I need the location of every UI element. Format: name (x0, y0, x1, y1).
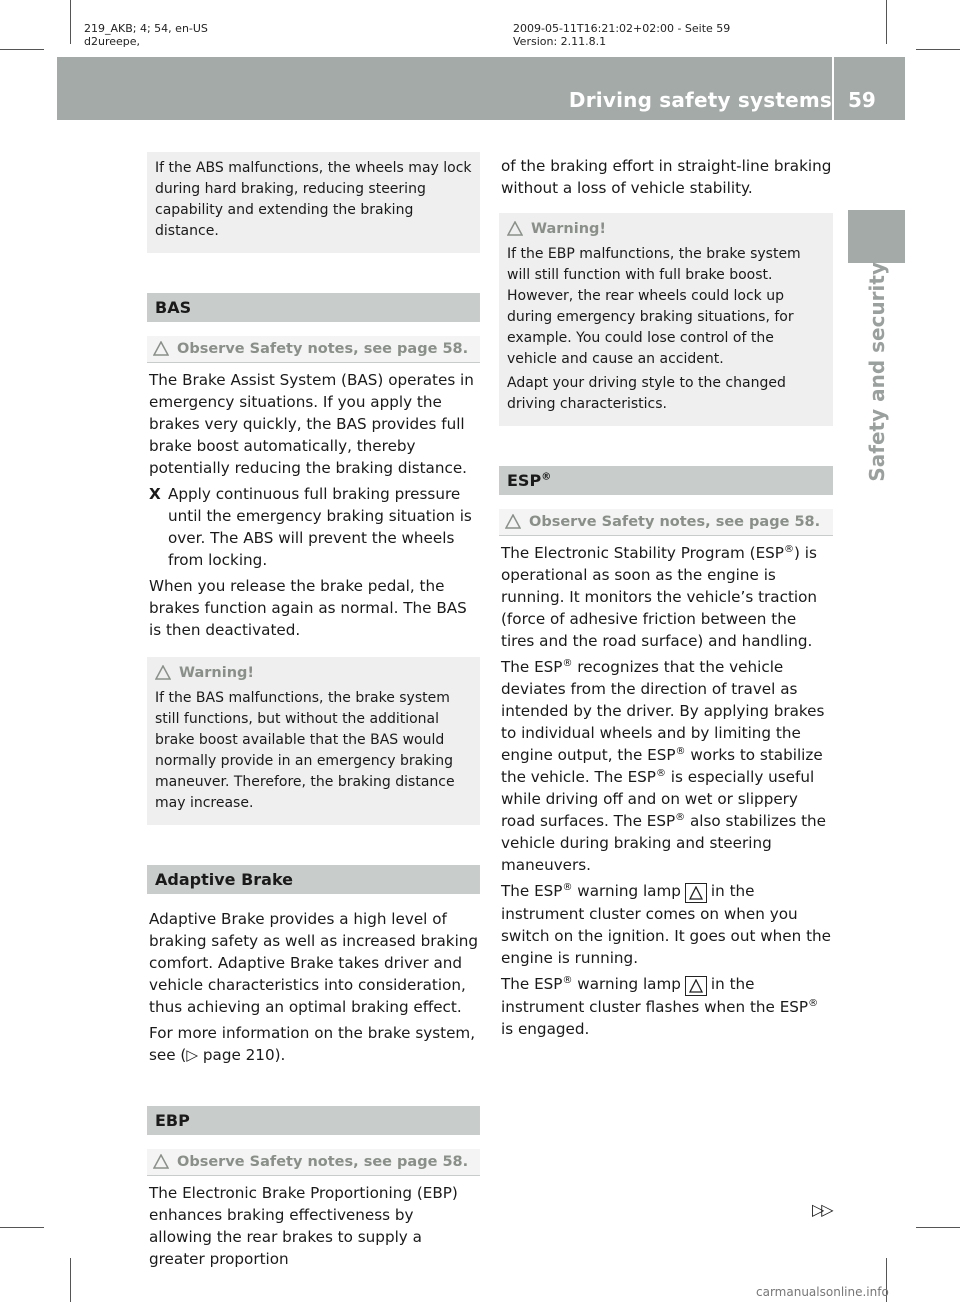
warning-triangle-icon (153, 338, 177, 360)
bas-paragraph: When you release the brake pedal, the brakes function again as normal. The BAS is then deactivated. (149, 577, 467, 639)
crop-mark (886, 0, 887, 44)
ebp-paragraph: The Electronic Brake Proportioning (EBP) enhances braking effectiveness by allowing the rear brakes to supply a greater proportion (149, 1184, 458, 1268)
abs-note-text: If the ABS malfunctions, the wheels may lock during hard braking, reducing steering capability and extending the braking distance. (155, 160, 472, 239)
adaptive-reference: For more information on the brake system, see (▷ page 210). (149, 1024, 476, 1064)
observe-safety-note: Observe Safety notes, see page 58. (147, 336, 480, 363)
observe-safety-note: Observe Safety notes, see page 58. (499, 509, 833, 536)
esp-warning-lamp-icon (685, 976, 707, 996)
warning-text: If the BAS malfunctions, the brake system still functions, but without the additional brake boost available that the BAS would normally provide in an emergency braking maneuver. Therefore, the braking distance may increase. (155, 690, 455, 811)
esp-paragraph: The ESP® recognizes that the vehicle deviates from the direction of travel as intended by the driver. By applying brakes to individual wheels and by limiting the engine output, the ESP® works to stabilize the vehicle. The ESP® is especially useful while driving off and on wet or slippery road surfaces. The ESP® also stabilizes the vehicle during braking and steering maneuvers. (501, 657, 826, 874)
warning-title: Warning! (179, 665, 255, 681)
bas-warning-box (147, 657, 480, 825)
continued-arrow-icon: ▷▷ (812, 1200, 831, 1219)
observe-safety-note: Observe Safety notes, see page 58. (147, 1149, 480, 1176)
esp-paragraph: The ESP® warning lamp in the instrument cluster flashes when the ESP® is engaged. (501, 974, 819, 1038)
meta-version: Version: 2.11.8.1 (513, 35, 607, 48)
right-column (501, 155, 833, 1044)
ebp-warning-box (499, 213, 833, 426)
warning-triangle-icon (507, 219, 531, 240)
esp-paragraph: The Electronic Stability Program (ESP®) is operational as soon as the engine is running. It monitors the vehicle’s traction (force of adhesive friction between the tires and the road surface) and handling. (501, 543, 818, 650)
instruction-mark: X (149, 485, 161, 503)
bas-paragraph: The Brake Assist System (BAS) operates in emergency situations. If you apply the brakes very quickly, the BAS provides full brake boost automatically, thereby potentially reducing the braking distance. (149, 371, 474, 477)
section-heading-bas: BAS (147, 293, 480, 322)
print-meta-right (513, 22, 730, 48)
left-column (149, 152, 480, 1274)
warning-triangle-icon (153, 1151, 177, 1173)
print-meta-left (84, 22, 208, 48)
chapter-title: Driving safety systems (568, 88, 832, 112)
warning-text: Adapt your driving style to the changed driving characteristics. (507, 375, 786, 412)
page-reference-arrow-icon: ▷ (186, 1046, 199, 1064)
page-number: 59 (848, 88, 876, 112)
warning-triangle-icon (505, 511, 529, 533)
header-divider (832, 57, 834, 120)
section-side-label: Safety and security (864, 262, 889, 482)
ebp-paragraph-continued: of the braking effort in straight-line braking without a loss of vehicle stability. (501, 157, 832, 197)
section-heading-ebp: EBP (147, 1106, 480, 1135)
bas-instruction: X Apply continuous full braking pressure until the emergency braking situation is over. The ABS will prevent the wheels from locking. (149, 485, 472, 569)
crop-mark (70, 0, 71, 44)
warning-text: If the EBP malfunctions, the brake system will still function with full brake boost. However, the rear wheels could lock up during emergency braking situations, for example. You could lose control of the vehicle and cause an accident. (507, 246, 801, 367)
esp-paragraph: The ESP® warning lamp in the instrument cluster comes on when you switch on the ignition. It goes out when the engine is running. (501, 881, 832, 967)
crop-mark (0, 49, 44, 50)
section-tab (848, 210, 905, 263)
section-heading-esp: ESP® (499, 466, 833, 495)
warning-triangle-icon (155, 663, 179, 684)
esp-warning-lamp-icon (685, 883, 707, 903)
meta-timestamp: 2009-05-11T16:21:02+02:00 - Seite 59 (513, 22, 731, 35)
crop-mark (70, 1258, 71, 1302)
crop-mark (0, 1227, 44, 1228)
abs-note-box (147, 152, 480, 253)
warning-title: Warning! (531, 221, 607, 237)
meta-author: d2ureepe, (84, 35, 141, 48)
watermark: carmanualsonline.info (756, 1285, 889, 1299)
crop-mark (916, 1227, 960, 1228)
adaptive-paragraph: Adaptive Brake provides a high level of braking safety as well as increased braking comfort. Adaptive Brake takes driver and vehicle characteristics into consideration, thus achieving an optimal braking effect. (149, 910, 479, 1016)
meta-doc-id: 219_AKB; 4; 54, en-US (84, 22, 208, 35)
crop-mark (916, 49, 960, 50)
section-heading-adaptive-brake: Adaptive Brake (147, 865, 480, 894)
